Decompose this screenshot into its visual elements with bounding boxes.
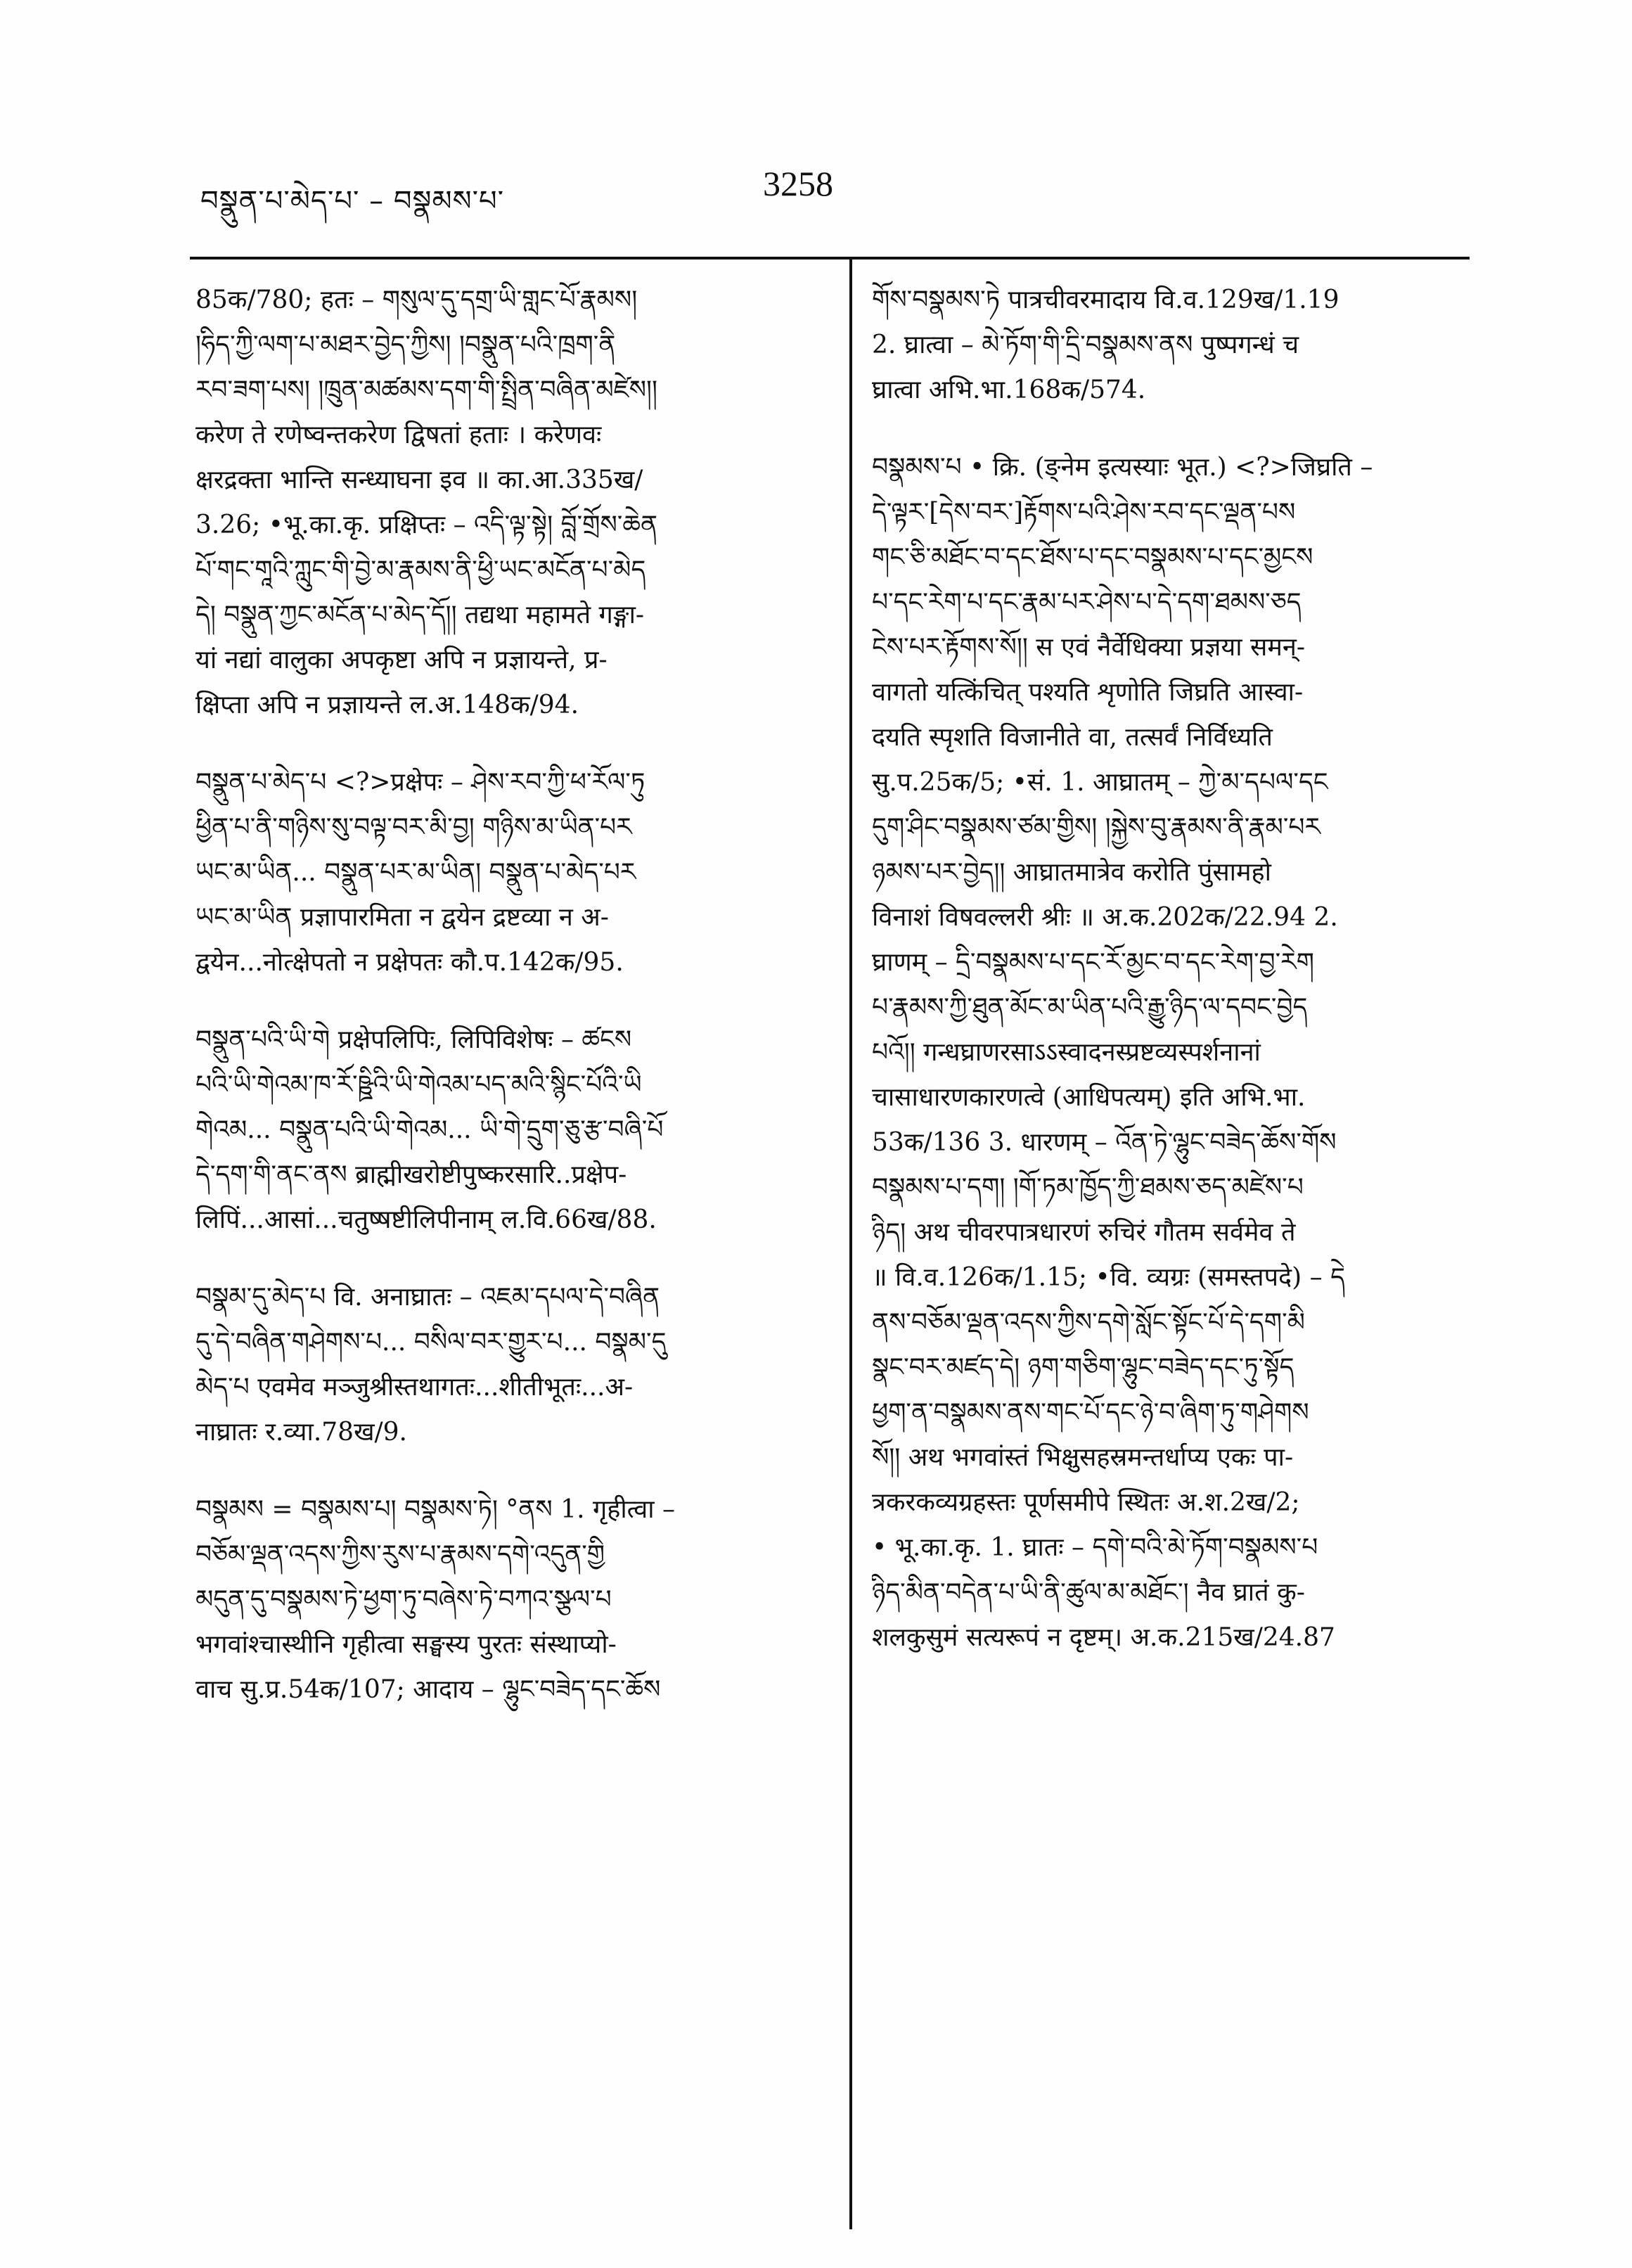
entry-line: • भू.का.कृ. 1. घ्रातः – དགེ་བའི་མེ་ཏོག་བསྣམས་པ bbox=[872, 1533, 1318, 1562]
dictionary-entry bbox=[872, 445, 1470, 1660]
entry-line: གོས་བསྣམས་ཏེ पात्रचीवरमादाय वि.व.129ख/1.19 bbox=[872, 286, 1339, 314]
entry-line: པའི་ཡི་གེའམ་ཁ་རོ་ཥྛིའི་ཡི་གེའམ་པད་མའི་སྙིང་པོའི་ཡི bbox=[195, 1070, 642, 1099]
entry-line: བསྣམ་དུ་མེད་པ वि. अनाघ्रातः – འཇམ་དཔལ་དེ་བཞིན bbox=[195, 1283, 660, 1312]
dictionary-entry bbox=[195, 278, 828, 728]
entry-line: བསྣམས་པ • क्रि. (ङ्नेम इत्यस्याः भूत.) <?>जिघ्रति – bbox=[872, 453, 1373, 482]
entry-line: སྣང་བར་མཛད་དེ། ཉག་གཅིག་ལྷུང་བཟེད་དང་ཏུ་སྟོད bbox=[872, 1353, 1294, 1382]
entry-line: ཉམས་པར་བྱེད།། आघ्रातमात्रेव करोति पुंसामहो bbox=[872, 858, 1271, 887]
entry-line: यां नद्यां वालुका अपकृष्टा अपि न प्रज्ञायन्ते, प्र- bbox=[195, 646, 608, 674]
entry-line: པོ་གང་གཱའི་ཀླུང་གི་བྱེ་མ་རྣམས་ནི་ཕྱི་ཡང་མངོན་པ་མེད bbox=[195, 556, 646, 584]
header-rule bbox=[190, 257, 1470, 260]
entry-line: ནས་བཅོམ་ལྡན་འདས་ཀྱིས་དགེ་སློང་སྟོང་པོ་དེ་དག་མི bbox=[872, 1308, 1305, 1337]
entry-line: པའོ།། गन्धघ्राणरसाऽऽस्वादनस्प्रष्टव्यस्पर्शनानां bbox=[872, 1038, 1261, 1067]
entry-line: གེའམ... བསྣུན་པའི་ཡི་གེའམ... ཡི་གེ་དྲུག་ཅུ་རྩ་བཞི་པོ bbox=[195, 1115, 664, 1144]
entry-line: ཡང་མ་ཡིན... བསྣུན་པར་མ་ཡིན། བསྣུན་པ་མེད་པར bbox=[195, 858, 636, 887]
entry-line: མེད་པ एवमेव मञ्जुश्रीस्तथागतः...शीतीभूतः...अ- bbox=[195, 1373, 634, 1402]
entry-line: चासाधारणकारणत्वे (आधिपत्यम्) इति अभि.भा. bbox=[872, 1083, 1306, 1112]
entry-line: དུ་དེ་བཞིན་གཤེགས་པ... བསིལ་བར་གྱུར་པ... བསྣམ་དུ bbox=[195, 1328, 667, 1357]
entry-line: 2. घ्रात्वा – མེ་ཏོག་གི་དྲི་བསྣམས་ནས पुष्पगन्धं च bbox=[872, 331, 1299, 359]
entry-line: ॥ वि.व.126क/1.15; •वि. व्यग्रः (समस्तपदे) – དེ bbox=[872, 1263, 1345, 1292]
entry-line: 85क/780; हतः – གསུལ་དུ་དགྲ་ཡི་གླང་པོ་རྣམས། bbox=[195, 286, 638, 314]
entry-line: བསྣུན་པའི་ཡི་གེ प्रक्षेपलिपिः, लिपिविशेषः – ཚངས bbox=[195, 1025, 632, 1054]
entry-line: दयति स्पृशति विजानीते वा, तत्सर्वं निर्विध्यति bbox=[872, 723, 1273, 752]
entry-line: དེ། བསྣུན་ཀྱང་མངོན་པ་མེད་དོ།། तद्यथा महामते गङ्गा- bbox=[195, 601, 645, 629]
entry-line: སོ།། अथ भगवांस्तं भिक्षुसहस्रमन्तर्धाप्य एकः पा- bbox=[872, 1443, 1294, 1472]
running-head: བསྣུན་པ་མེད་པ་ – བསྣམས་པ་ bbox=[200, 185, 505, 217]
entry-line: བཅོམ་ལྡན་འདས་ཀྱིས་རུས་པ་རྣམས་དགེ་འདུན་གྱི bbox=[195, 1540, 605, 1569]
entry-line: ཕྱག་ན་བསྣམས་ནས་གང་པོ་དང་ཉེ་བ་ཞིག་ཏུ་གཤེགས bbox=[872, 1398, 1309, 1427]
entry-line: 3.26; •भू.का.कृ. प्रक्षिप्तः – འདི་ལྟ་སྟེ། བློ་གྲོས་ཆེན bbox=[195, 511, 658, 539]
entry-line: वाच सु.प्र.54क/107; आदाय – ལྷུང་བཟེད་དང་ཆོས bbox=[195, 1675, 661, 1704]
entry-line: विनाशं विषवल्लरी श्रीः ॥ अ.क.202क/22.94 2. bbox=[872, 903, 1338, 932]
entry-line: གང་ཅི་མཐོང་བ་དང་ཐོས་པ་དང་བསྣམས་པ་དང་མྱངས bbox=[872, 543, 1313, 572]
column-divider bbox=[849, 257, 852, 2229]
entry-line: བསྣུན་པ་མེད་པ <?>प्रक्षेपः – ཤེས་རབ་ཀྱི་ཕ་རོལ་ཏུ bbox=[195, 768, 645, 797]
entry-line: མདུན་དུ་བསྣམས་ཏེ་ཕྱག་ཏུ་བཞེས་ཏེ་བཀའ་སྩལ་པ bbox=[195, 1585, 612, 1614]
entry-line: घ्राणम् – དྲི་བསྣམས་པ་དང་རོ་མྱང་བ་དང་རེག་བྱ་རེག bbox=[872, 948, 1314, 977]
entry-line: क्षरद्रक्ता भान्ति सन्ध्याघना इव ॥ का.आ.335ख/ bbox=[195, 466, 643, 494]
entry-line: ཡང་མ་ཡིན प्रज्ञापारमिता न द्वयेन द्रष्टव्या न अ- bbox=[195, 903, 609, 932]
entry-line: པ་དང་རེག་པ་དང་རྣམ་པར་ཤེས་པ་དེ་དག་ཐམས་ཅད bbox=[872, 588, 1302, 617]
dictionary-entry bbox=[195, 1275, 828, 1455]
entry-line: དུག་ཤིང་བསྣམས་ཙམ་གྱིས། །སྐྱེས་བུ་རྣམས་ནི་རྣམ་པར bbox=[872, 813, 1321, 842]
entry-line: नाघ्रातः र.व्या.78ख/9. bbox=[195, 1418, 407, 1447]
entry-line: དེ་ལྟར་[དེས་བར་]རྟོགས་པའི་ཤེས་རབ་དང་ལྡན་པས bbox=[872, 498, 1296, 527]
entry-line: ཉིད་མིན་བདེན་པ་ཡི་ནི་ཚུལ་མ་མཐོང་། नैव घ्रातं कु- bbox=[872, 1578, 1305, 1607]
entry-line: वागतो यत्किंचित् पश्यति शृणोति जिघ्रति आस्वा- bbox=[872, 678, 1304, 707]
entry-line: །ཧིད་ཀྱི་ལག་པ་མཐར་བྱེད་ཀྱིས། །བསྣུན་པའི་ཁྲག་ནི bbox=[195, 331, 616, 359]
entry-line: བསྣམས = བསྣམས་པ། བསྣམས་ཏེ། °ནས 1. गृहीत्वा – bbox=[195, 1495, 675, 1524]
entry-line: པ་རྣམས་ཀྱི་ཐུན་མོང་མ་ཡིན་པའི་རྒྱུ་ཉིད་ལ་དབང་བྱེད bbox=[872, 993, 1308, 1022]
entry-line: རབ་ཟག་པས། །ཁྲུན་མཚམས་དག་གི་སྤྲིན་བཞིན་མཛེས།། bbox=[195, 376, 658, 404]
dictionary-entry bbox=[195, 1487, 828, 1712]
entry-line: क्षिप्ता अपि न प्रज्ञायन्ते ल.अ.148क/94. bbox=[195, 691, 579, 719]
entry-line: དེ་དག་གི་ནང་ནས ब्राह्मीखरोष्टीपुष्करसारि..प्रक्षेप- bbox=[195, 1160, 627, 1189]
right-column bbox=[872, 278, 1470, 2233]
entry-line: द्वयेन...नोत्क्षेपतो न प्रक्षेपतः कौ.प.142क/95. bbox=[195, 948, 624, 977]
dictionary-entry bbox=[195, 1018, 828, 1243]
entry-line: शलकुसुमं सत्यरूपं न दृष्टम्। अ.क.215ख/24.87 bbox=[872, 1623, 1335, 1652]
entry-line: लिपिं...आसां...चतुष्षष्टीलिपीनाम् ल.वि.66ख/88. bbox=[195, 1205, 657, 1234]
left-column bbox=[195, 278, 828, 2233]
entry-line: ཕྱིན་པ་ནི་གཉིས་སུ་བལྟ་བར་མི་བྱ། གཉིས་མ་ཡིན་པར bbox=[195, 813, 632, 842]
entry-line: ཉིད། अथ चीवरपात्रधारणं रुचिरं गौतम सर्वमेव ते bbox=[872, 1218, 1296, 1247]
entry-line: ངེས་པར་རྟོགས་སོ།། स एवं नैर्वेधिक्या प्रज्ञया समन्- bbox=[872, 633, 1306, 662]
entry-line: भगवांश्चास्थीनि गृहीत्वा सङ्घस्य पुरतः संस्थाप्यो- bbox=[195, 1630, 617, 1659]
entry-line: त्रकरकव्यग्रहस्तः पूर्णसमीपे स्थितः अ.श.2ख/2; bbox=[872, 1488, 1300, 1517]
page-number: 3258 bbox=[763, 164, 833, 203]
entry-line: 53क/136 3. धारणम् – འོན་ཏེ་ལྷུང་བཟེད་ཆོས་གོས bbox=[872, 1128, 1337, 1157]
dictionary-entry bbox=[195, 760, 828, 985]
entry-line: सु.प.25क/5; •सं. 1. आघ्रातम् – ཀྱེ་མ་དཔལ་དང bbox=[872, 768, 1328, 797]
entry-line: घ्रात्वा अभि.भा.168क/574. bbox=[872, 376, 1146, 404]
entry-line: བསྣམས་པ་དག། །གོ་ཏམ་ཁྱོད་ཀྱི་ཐམས་ཅད་མཛེས་པ bbox=[872, 1173, 1304, 1202]
dictionary-entry bbox=[872, 278, 1470, 413]
entry-line: करेण ते रणेष्वन्तकरेण द्विषतां हताः । करेणवः bbox=[195, 421, 602, 449]
